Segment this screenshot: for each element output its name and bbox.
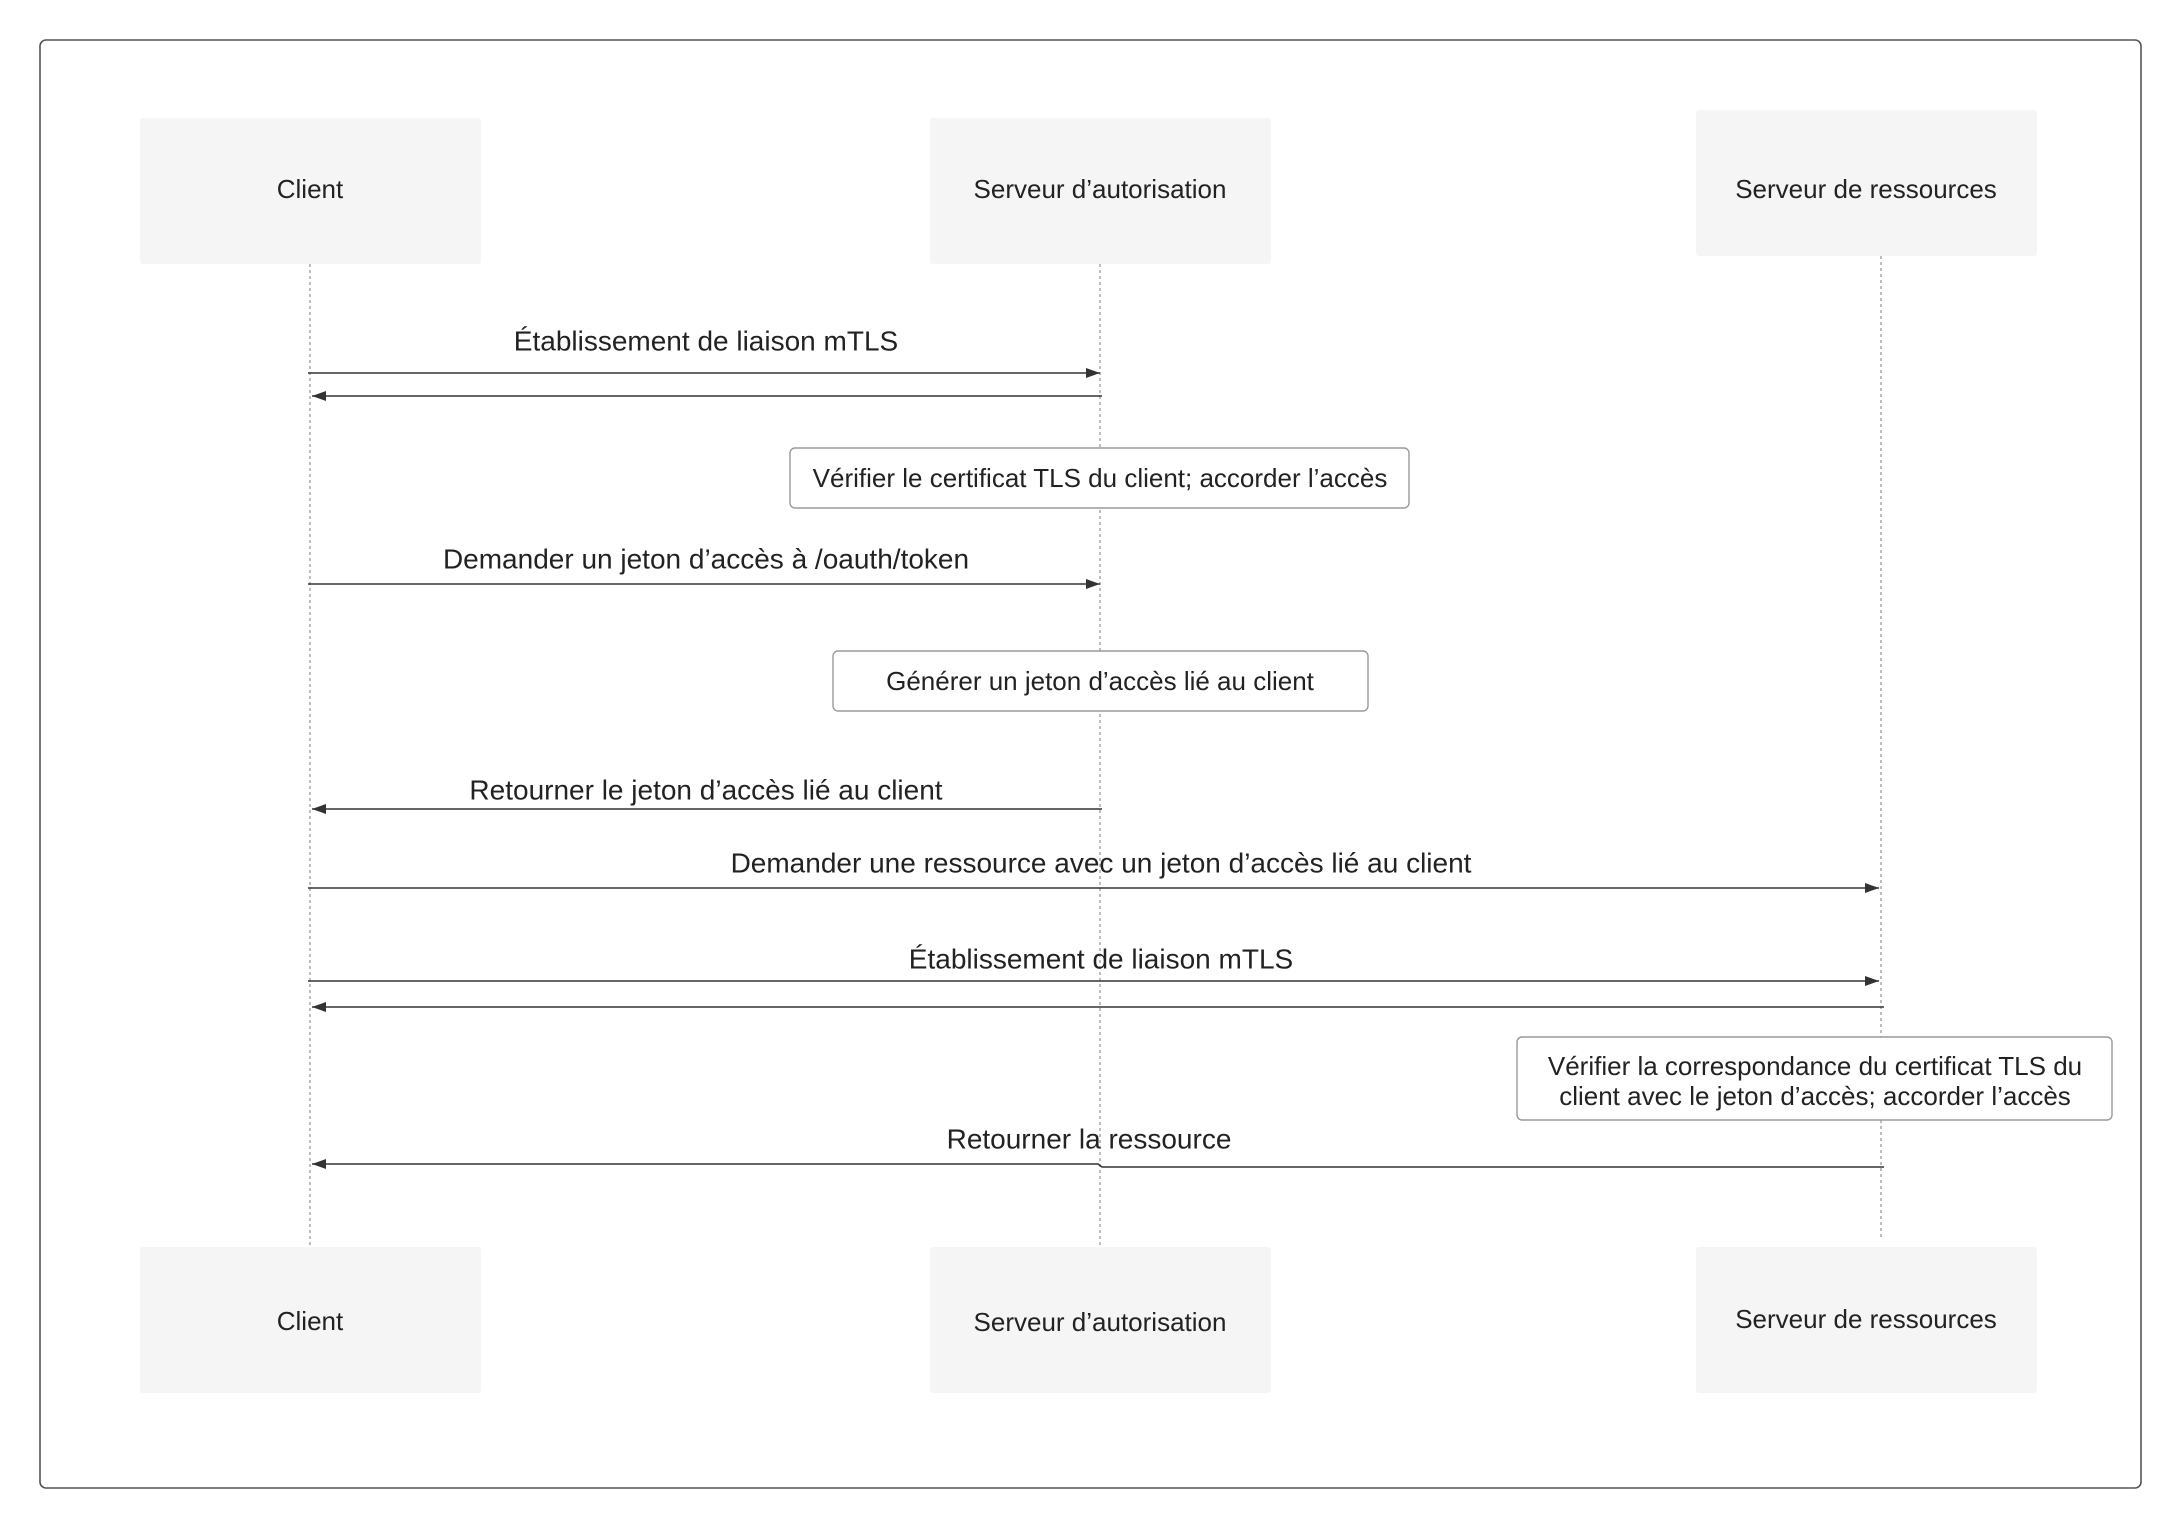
participant-label: Serveur d’autorisation: [973, 174, 1227, 204]
note-verify-binding: [1517, 1037, 2112, 1120]
note-generate-token: [833, 651, 1368, 711]
participant-client-bottom: [140, 1247, 481, 1393]
note-text: Vérifier le certificat TLS du client; accorder l’accès: [812, 463, 1388, 493]
participant-resource-server-top: [1696, 110, 2037, 256]
note-verify-certificate: [790, 448, 1409, 508]
message-label: Retourner la ressource: [946, 1123, 1232, 1155]
participant-resource-server-bottom: [1696, 1247, 2037, 1393]
participant-auth-server-bottom: [930, 1247, 1271, 1393]
participant-auth-server-top: [930, 118, 1271, 264]
message-label: Établissement de liaison mTLS: [513, 325, 899, 357]
note-text-line: client avec le jeton d’accès; accorder l’accès: [1559, 1081, 2071, 1111]
participant-label: Serveur de ressources: [1735, 1304, 1997, 1334]
participant-label: Serveur d’autorisation: [973, 1307, 1227, 1337]
participant-label: Client: [276, 1306, 344, 1336]
participant-label: Client: [276, 174, 344, 204]
note-text-line: Vérifier la correspondance du certificat TLS du: [1547, 1051, 2083, 1081]
message-label: Retourner le jeton d’accès lié au client: [469, 774, 943, 806]
message-label: Demander une ressource avec un jeton d’accès lié au client: [730, 847, 1472, 879]
note-text: Générer un jeton d’accès lié au client: [886, 666, 1314, 696]
participant-client-top: [140, 118, 481, 264]
message-label: Établissement de liaison mTLS: [908, 943, 1294, 975]
message-label: Demander un jeton d’accès à /oauth/token: [442, 543, 970, 575]
participant-label: Serveur de ressources: [1735, 174, 1997, 204]
